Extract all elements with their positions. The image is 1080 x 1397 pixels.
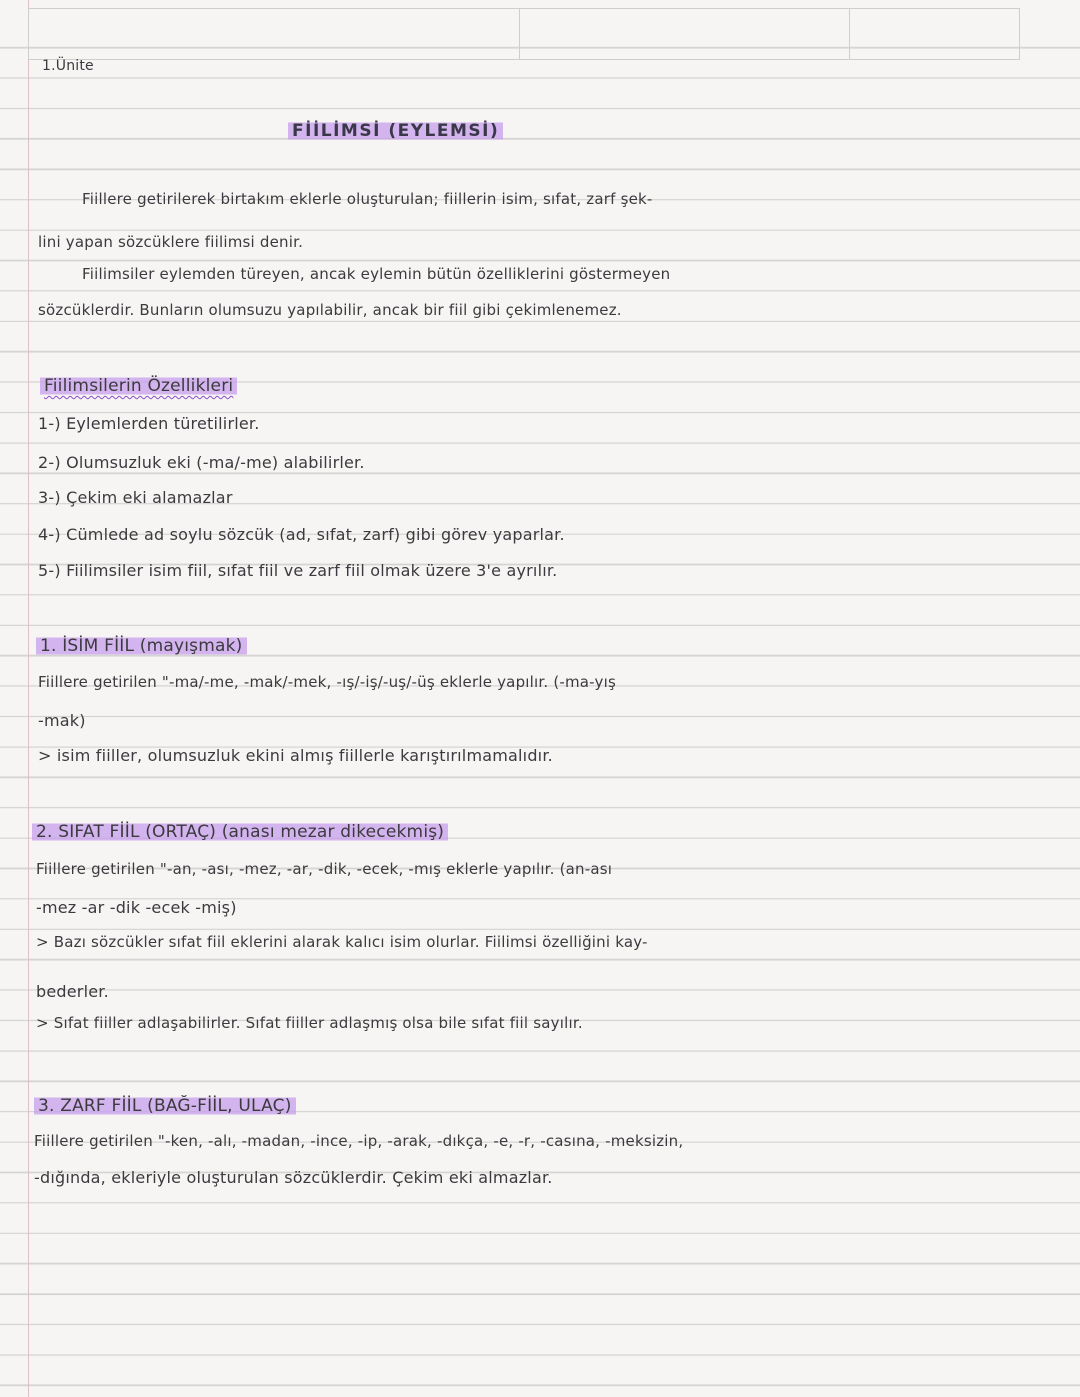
- isim-fiil-heading: [36, 636, 247, 656]
- isim-fiil-heading-text: 1. İSİM FİİL (mayışmak): [36, 636, 247, 656]
- features-heading-text: Fiilimsilerin Özellikleri: [40, 376, 237, 396]
- feature-item: 1-) Eylemlerden türetilirler.: [38, 414, 260, 433]
- sifat-fiil-heading: [32, 822, 448, 842]
- header-box: [28, 8, 1020, 60]
- sifat-fiil-line: -mez -ar -dik -ecek -miş): [36, 898, 237, 917]
- zarf-fiil-heading: [34, 1096, 296, 1116]
- isim-fiil-line: Fiillere getirilen "-ma/-me, -mak/-mek, -ış/-iş/-uş/-üş eklerle yapılır. (-ma-yış: [38, 673, 616, 691]
- feature-item: 4-) Cümlede ad soylu sözcük (ad, sıfat, zarf) gibi görev yaparlar.: [38, 525, 565, 544]
- title-highlight: FİİLİMSİ (EYLEMSİ): [288, 121, 503, 141]
- header-divider: [849, 9, 850, 59]
- sifat-fiil-line: > Bazı sözcükler sıfat fiil eklerini alarak kalıcı isim olurlar. Fiilimsi özelliğini kay-: [36, 933, 648, 951]
- sifat-fiil-line: > Sıfat fiiller adlaşabilirler. Sıfat fiiller adlaşmış olsa bile sıfat fiil sayılır.: [36, 1014, 583, 1032]
- zarf-fiil-line: -dığında, ekleriyle oluşturulan sözcüklerdir. Çekim eki almazlar.: [34, 1168, 553, 1187]
- isim-fiil-line: > isim fiiller, olumsuzluk ekini almış fiillerle karıştırılmamalıdır.: [38, 746, 553, 765]
- feature-item: 2-) Olumsuzluk eki (-ma/-me) alabilirler.: [38, 453, 365, 472]
- sifat-fiil-heading-text: 2. SIFAT FİİL (ORTAÇ) (anası mezar dikecekmiş): [32, 822, 448, 842]
- intro-line: lini yapan sözcüklere fiilimsi denir.: [38, 233, 304, 251]
- isim-fiil-line: -mak): [38, 711, 86, 730]
- feature-item: 5-) Fiilimsiler isim fiil, sıfat fiil ve zarf fiil olmak üzere 3'e ayrılır.: [38, 561, 558, 580]
- margin-line: [28, 0, 29, 1397]
- sifat-fiil-line: Fiillere getirilen "-an, -ası, -mez, -ar, -dik, -ecek, -mış eklerle yapılır. (an-ası: [36, 860, 613, 878]
- unit-label: 1.Ünite: [42, 58, 94, 74]
- page-title: [288, 121, 503, 141]
- feature-item: 3-) Çekim eki alamazlar: [38, 488, 233, 507]
- intro-line: Fiillere getirilerek birtakım eklerle oluşturulan; fiillerin isim, sıfat, zarf şek-: [82, 190, 653, 208]
- zarf-fiil-line: Fiillere getirilen "-ken, -alı, -madan, -ince, -ip, -arak, -dıkça, -e, -r, -casına, -meksizin,: [34, 1132, 684, 1150]
- sifat-fiil-line: bederler.: [36, 982, 109, 1001]
- intro-line: Fiilimsiler eylemden türeyen, ancak eylemin bütün özelliklerini göstermeyen: [82, 265, 671, 283]
- intro-line: sözcüklerdir. Bunların olumsuzu yapılabilir, ancak bir fiil gibi çekimlenemez.: [38, 301, 622, 319]
- features-heading: [40, 376, 237, 396]
- zarf-fiil-heading-text: 3. ZARF FİİL (BAĞ-FİİL, ULAÇ): [34, 1096, 296, 1116]
- header-divider: [519, 9, 520, 59]
